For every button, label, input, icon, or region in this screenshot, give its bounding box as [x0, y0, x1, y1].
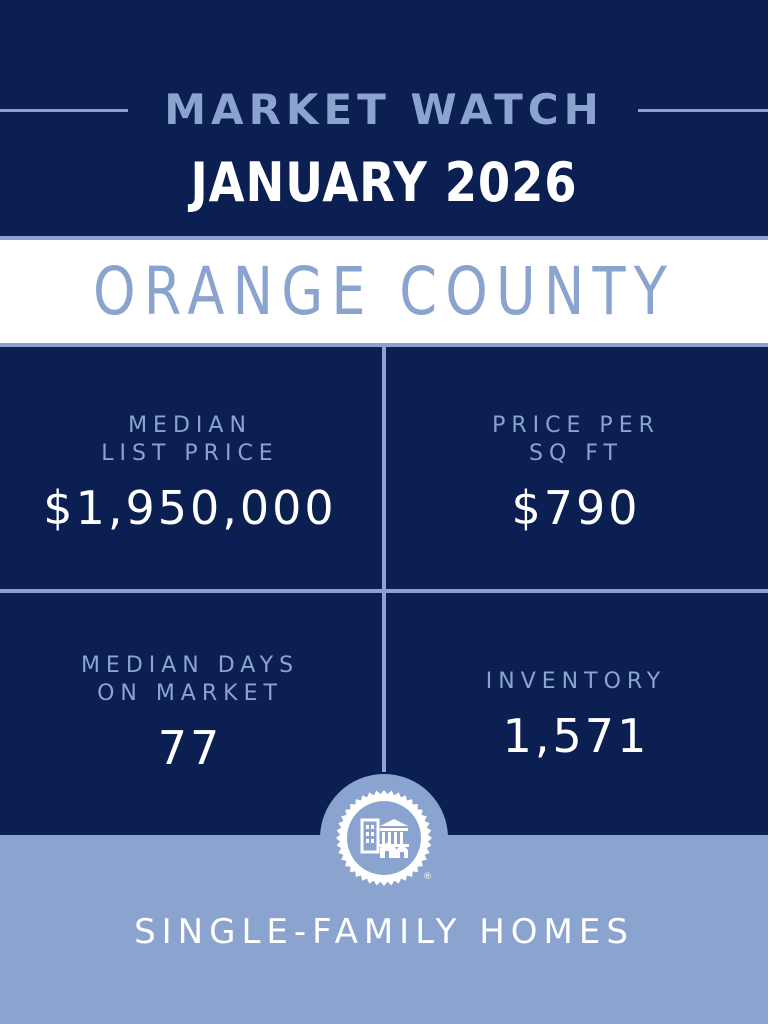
stat-value: 77: [157, 721, 223, 775]
stat-value: $790: [511, 481, 641, 535]
stat-median-days-on-market: [0, 652, 380, 778]
stat-inventory: [386, 668, 766, 766]
kicker-title: MARKET WATCH: [164, 85, 604, 134]
stat-median-list-price: [0, 412, 380, 538]
stat-value: 1,571: [502, 709, 650, 763]
stat-label: INVENTORY: [485, 669, 667, 694]
stat-price-per-sqft: [386, 412, 766, 538]
stat-label: MEDIAN DAYS ON MARKET: [80, 653, 300, 706]
grid-horizontal-divider: [0, 589, 768, 593]
month-title: JANUARY 2026: [190, 151, 578, 214]
city-buildings-seal-icon: [318, 772, 450, 904]
stat-label: PRICE PER SQ FT: [492, 413, 660, 466]
county-title: ORANGE COUNTY: [92, 253, 676, 330]
header: [0, 0, 768, 236]
footer-title: SINGLE-FAMILY HOMES: [134, 912, 634, 952]
stat-value: $1,950,000: [43, 481, 337, 535]
registered-mark: ®: [423, 872, 432, 882]
stat-label: MEDIAN LIST PRICE: [101, 413, 279, 466]
